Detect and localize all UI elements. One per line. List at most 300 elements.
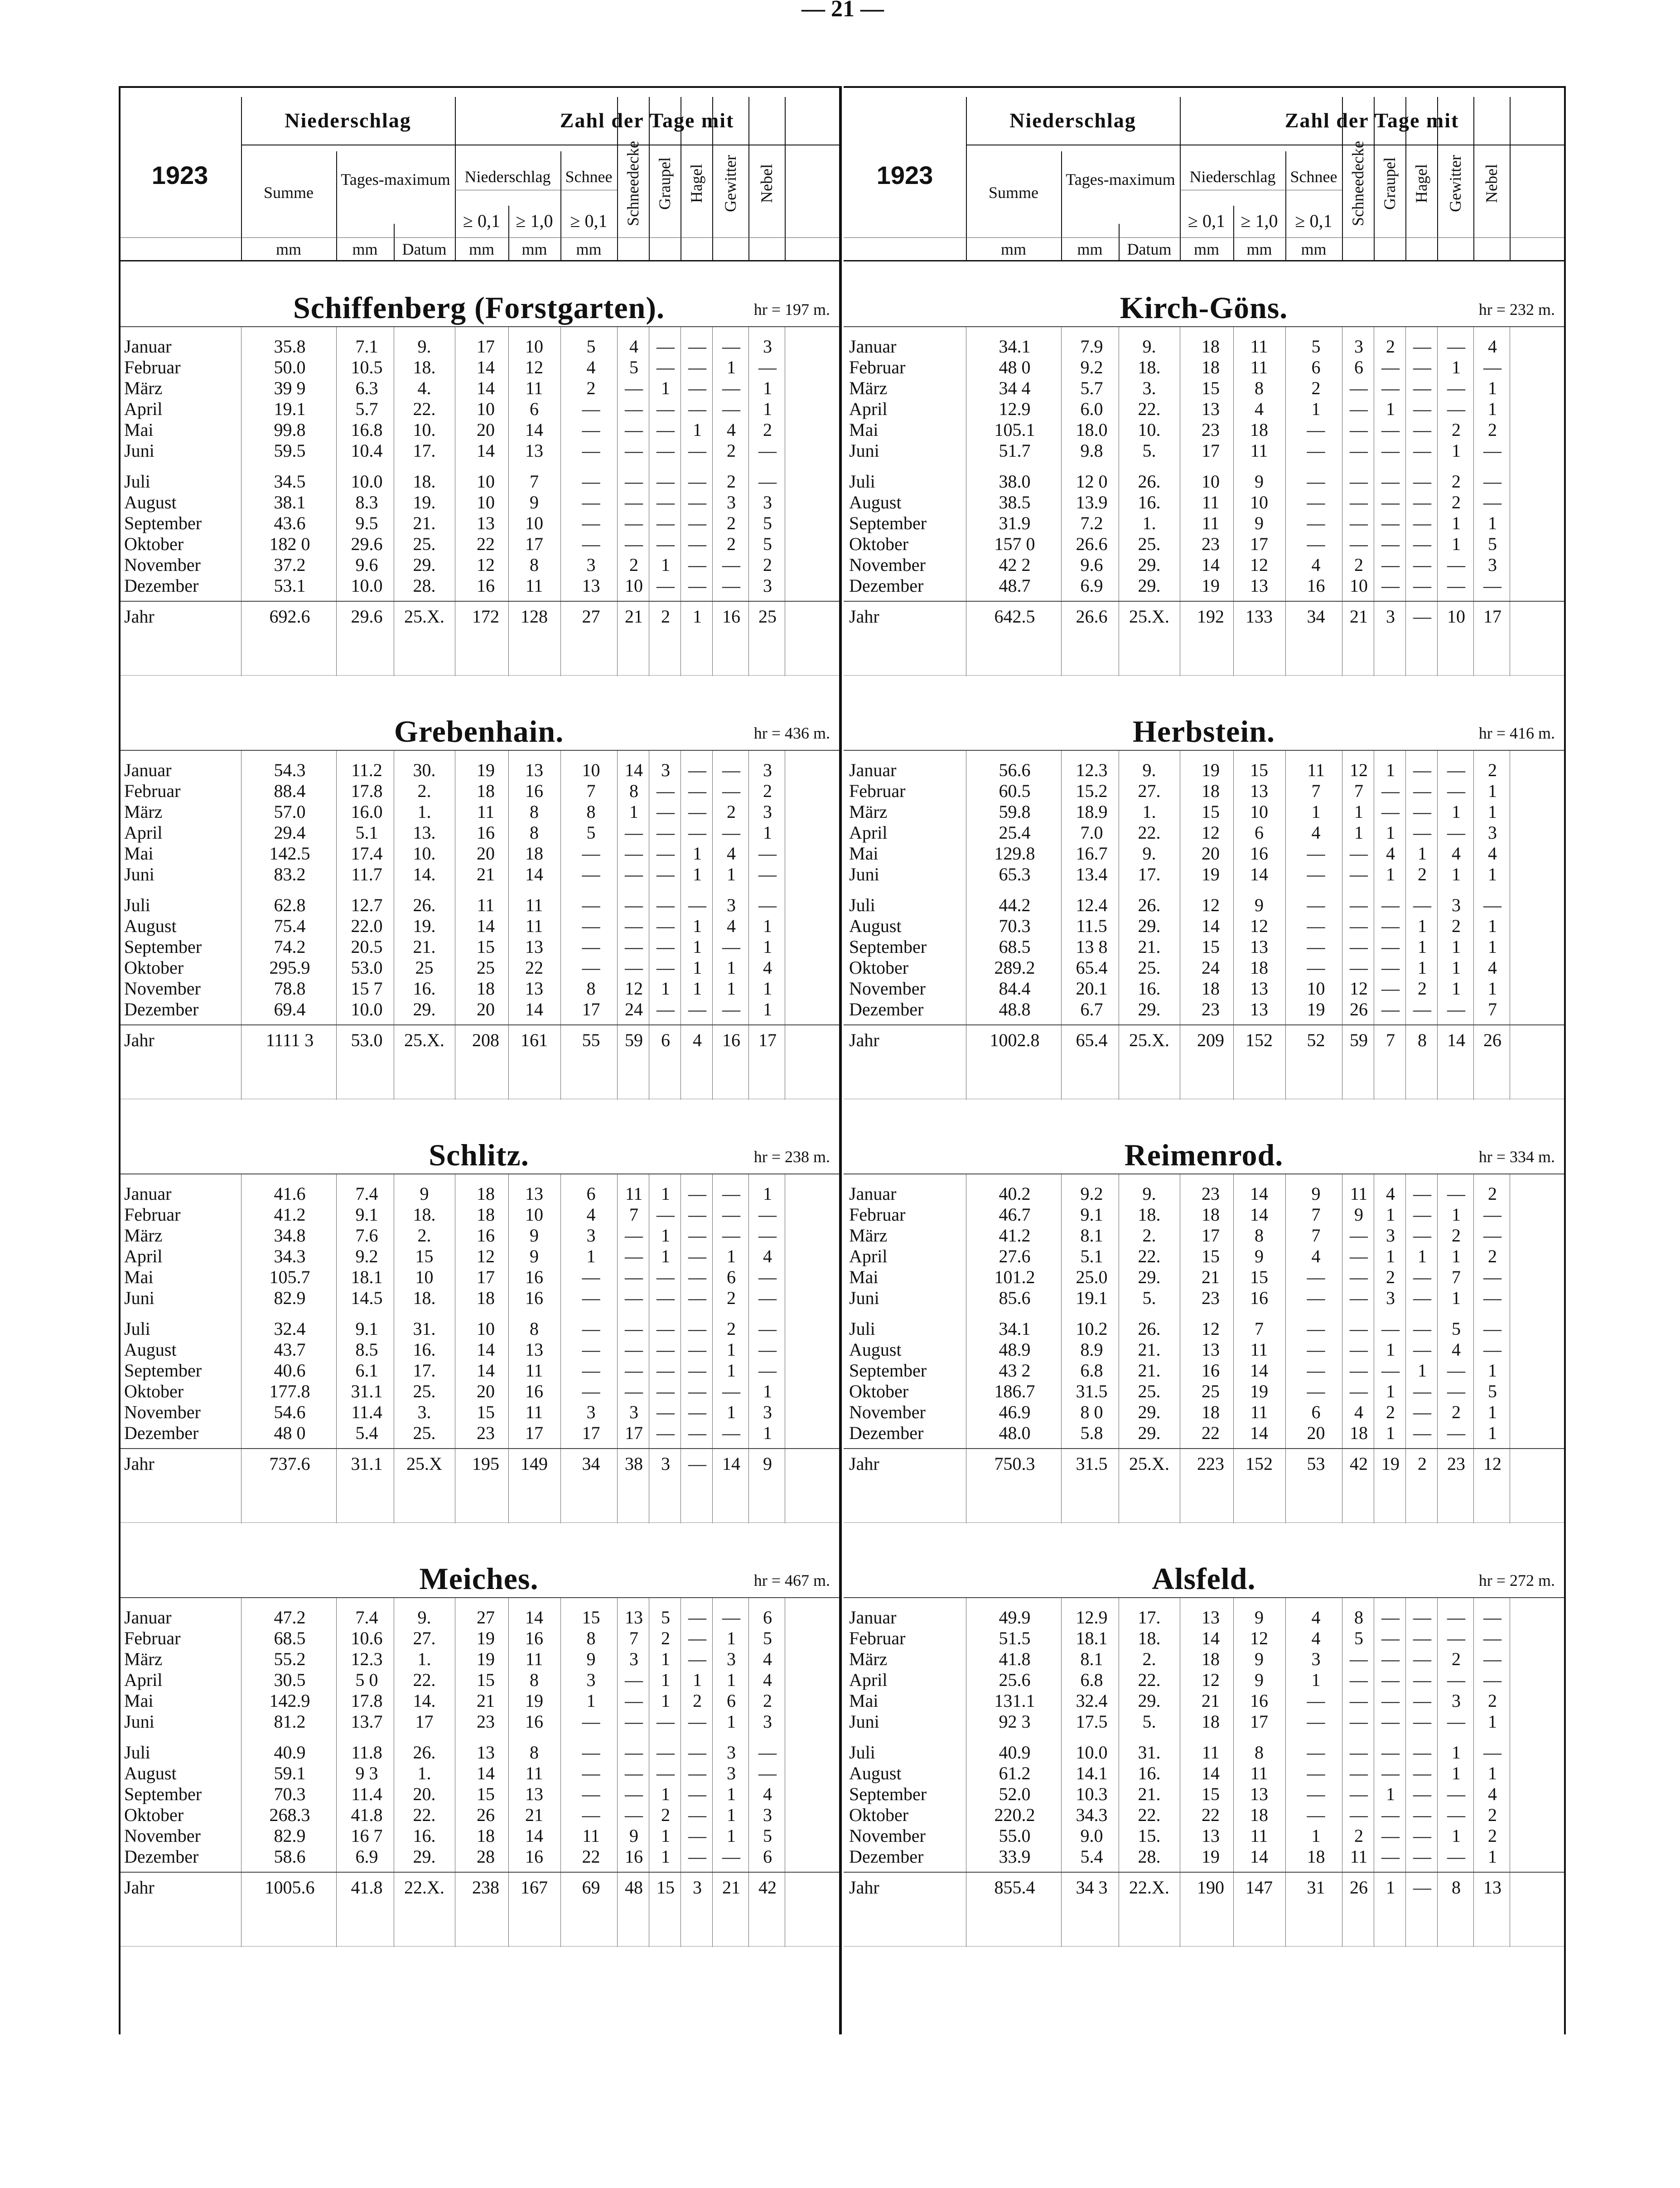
table-cell: 11 — [1250, 1402, 1268, 1422]
month-label: Juli — [849, 895, 875, 915]
table-cell: 13 — [1202, 399, 1220, 419]
table-cell: 142.9 — [269, 1691, 310, 1711]
month-label: Januar — [849, 336, 897, 357]
station-altitude: hr = 416 m. — [1478, 724, 1555, 742]
station-name: Schiffenberg (Forstgarten). — [293, 290, 665, 325]
table-cell: 48 0 — [274, 1423, 306, 1443]
table-cell: 13 — [1202, 1826, 1220, 1846]
table-cell: — — [722, 1381, 740, 1401]
table-cell: 14 — [525, 1607, 543, 1628]
table-cell: 2 — [1452, 1402, 1461, 1422]
table-cell: 83.2 — [274, 864, 306, 884]
table-cell: 209 — [1197, 1030, 1224, 1050]
table-cell: — — [1307, 1381, 1325, 1401]
table-cell: 18 — [477, 978, 495, 999]
month-label: April — [849, 822, 888, 843]
table-cell: 5 — [586, 336, 596, 357]
table-cell: 25. — [413, 1381, 436, 1401]
table-cell: 26 — [1350, 1877, 1368, 1898]
table-cell: 16.0 — [351, 802, 383, 822]
table-cell: 1 — [763, 1183, 772, 1204]
table-cell: 1 — [1452, 1246, 1461, 1266]
table-cell: 9.0 — [1080, 1826, 1103, 1846]
table-cell: 29. — [1138, 575, 1161, 596]
table-cell: 17 — [415, 1711, 434, 1732]
table-cell: 3 — [1452, 895, 1461, 915]
table-cell: — — [1413, 1805, 1431, 1825]
station-bottom-rule — [119, 675, 839, 676]
table-cell: — — [1307, 1319, 1325, 1339]
table-cell: 1 — [586, 1691, 596, 1711]
month-label: Dezember — [124, 999, 199, 1019]
table-cell: — — [1350, 1267, 1368, 1287]
table-cell: 13 — [525, 1183, 543, 1204]
table-cell: — — [657, 999, 675, 1019]
table-cell: 19 — [525, 1691, 543, 1711]
table-cell: 1 — [1311, 1826, 1321, 1846]
table-cell: 2 — [1452, 420, 1461, 440]
table-cell: — — [758, 440, 777, 461]
table-cell: 14 — [1202, 555, 1220, 575]
table-cell: 4 — [763, 1670, 772, 1690]
table-cell: 17 — [1202, 440, 1220, 461]
table-cell: — — [1381, 378, 1400, 398]
table-cell: 5 — [763, 1826, 772, 1846]
table-cell: 1 — [693, 1670, 702, 1690]
table-cell: 14 — [477, 440, 495, 461]
table-cell: 10 — [1202, 471, 1220, 492]
table-cell: 9 — [1255, 1607, 1264, 1628]
table-cell: 55 — [582, 1030, 600, 1050]
table-row — [119, 895, 839, 916]
table-cell: 53 — [1307, 1454, 1325, 1474]
table-row — [844, 1826, 1564, 1846]
table-row — [119, 1402, 839, 1423]
table-cell: 1 — [1386, 1204, 1395, 1225]
table-cell: 58.6 — [274, 1846, 306, 1867]
table-cell: 59.1 — [274, 1763, 306, 1783]
month-label: Juni — [849, 440, 879, 461]
month-label: Januar — [124, 336, 172, 357]
table-row — [844, 1402, 1564, 1423]
table-cell: 13 — [525, 760, 543, 780]
table-cell: 1 — [586, 1246, 596, 1266]
table-row — [119, 492, 839, 513]
table-cell: — — [722, 575, 740, 596]
table-cell: 21 — [477, 864, 495, 884]
table-cell: — — [1483, 1670, 1501, 1690]
table-cell: 10. — [1138, 420, 1161, 440]
table-cell: — — [1350, 937, 1368, 957]
table-cell: 2 — [1354, 555, 1363, 575]
table-cell: 10 — [477, 399, 495, 419]
table-cell: 5 — [763, 534, 772, 554]
table-cell: 1 — [1311, 802, 1321, 822]
header-tagesmaximum: Tages-maximum — [341, 170, 450, 188]
header-schneedecke: Schneedecke — [1349, 141, 1367, 226]
table-cell: 4 — [1354, 1402, 1363, 1422]
table-cell: 5.4 — [355, 1423, 378, 1443]
table-cell: 10 — [1307, 978, 1325, 999]
table-cell: 22. — [1138, 1805, 1161, 1825]
table-cell: 11 — [1202, 513, 1220, 533]
month-label: Oktober — [849, 1381, 909, 1401]
table-cell: 6.3 — [355, 378, 378, 398]
table-cell: — — [657, 916, 675, 936]
table-cell: 16.7 — [1076, 843, 1108, 864]
table-row — [844, 1670, 1564, 1691]
table-cell: 3 — [586, 1225, 596, 1246]
table-cell: 172 — [472, 606, 499, 627]
table-cell: 223 — [1197, 1454, 1224, 1474]
table-cell: — — [1483, 492, 1501, 512]
table-cell: — — [1381, 440, 1400, 461]
table-cell: 11.4 — [351, 1784, 382, 1804]
table-cell: 4 — [763, 1246, 772, 1266]
table-cell: 11 — [1250, 1339, 1268, 1360]
month-label: November — [124, 1402, 201, 1422]
table-cell: — — [1307, 843, 1325, 864]
table-cell: 92 3 — [999, 1711, 1031, 1732]
table-cell: 20.1 — [1076, 978, 1108, 999]
table-cell: 59 — [625, 1030, 643, 1050]
table-cell: — — [688, 1454, 706, 1474]
table-cell: 3 — [1452, 1691, 1461, 1711]
year-separator — [119, 601, 839, 602]
table-cell: 3 — [1386, 1288, 1395, 1308]
station-altitude: hr = 238 m. — [753, 1148, 830, 1166]
table-cell: 13. — [413, 822, 436, 843]
table-cell: 19.1 — [1076, 1288, 1108, 1308]
table-cell: — — [1483, 357, 1501, 377]
month-label: August — [849, 916, 902, 936]
table-cell: 5.7 — [1080, 378, 1103, 398]
table-cell: 14 — [525, 1826, 543, 1846]
table-cell: — — [582, 1267, 600, 1287]
table-cell: 7 — [1311, 1225, 1321, 1246]
table-cell: 16 — [525, 1711, 543, 1732]
table-cell: — — [657, 1267, 675, 1287]
table-cell: — — [657, 1742, 675, 1763]
table-cell: — — [625, 1339, 643, 1360]
table-cell: 1 — [1418, 1246, 1427, 1266]
table-cell: — — [657, 1423, 675, 1443]
month-label: Oktober — [124, 1381, 184, 1401]
table-cell: 17 — [625, 1423, 643, 1443]
month-label: Juni — [849, 1288, 879, 1308]
table-cell: 1 — [1418, 843, 1427, 864]
table-cell: — — [722, 1225, 740, 1246]
month-label: Januar — [124, 760, 172, 780]
table-cell: — — [1413, 420, 1431, 440]
month-label: April — [849, 1670, 888, 1690]
table-cell: — — [1413, 1607, 1431, 1628]
table-cell: 15 — [477, 1670, 495, 1690]
table-cell: 54.3 — [274, 760, 306, 780]
table-cell: 18. — [1138, 1628, 1161, 1648]
table-cell: 8 — [1452, 1877, 1461, 1898]
header-ge01: ≥ 0,1 — [1188, 211, 1225, 231]
table-cell: 22. — [413, 399, 436, 419]
table-cell: 1 — [661, 1826, 670, 1846]
month-label: Juni — [849, 1711, 879, 1732]
table-cell: 11 — [525, 1402, 543, 1422]
table-cell: 15 — [1250, 1267, 1268, 1287]
table-cell: 16. — [1138, 492, 1161, 512]
table-cell: — — [688, 357, 706, 377]
table-cell: 9 — [586, 1649, 596, 1669]
month-label: Mai — [849, 843, 879, 864]
table-row — [119, 957, 839, 978]
table-cell: — — [1350, 534, 1368, 554]
table-row — [844, 978, 1564, 999]
table-cell: — — [1483, 1204, 1501, 1225]
table-cell: — — [1413, 822, 1431, 843]
table-cell: 6 — [763, 1846, 772, 1867]
table-cell: 1 — [1418, 957, 1427, 978]
table-cell: 28 — [477, 1846, 495, 1867]
table-cell: 10 — [477, 1319, 495, 1339]
table-cell: 1 — [763, 916, 772, 936]
month-label: Februar — [849, 1628, 906, 1648]
table-cell: 9 — [763, 1454, 772, 1474]
table-cell: 9.8 — [1080, 440, 1103, 461]
table-cell: 1 — [727, 1805, 736, 1825]
table-cell: 17 — [1483, 606, 1501, 627]
table-row — [119, 1877, 839, 1898]
table-cell: 16 7 — [351, 1826, 383, 1846]
table-cell: 5 — [1311, 336, 1321, 357]
month-label: Dezember — [124, 1846, 199, 1867]
year-separator — [844, 1872, 1564, 1873]
table-cell: 25. — [1138, 534, 1161, 554]
month-label: März — [849, 1649, 888, 1669]
table-cell: — — [1413, 781, 1431, 801]
table-cell: 128 — [521, 606, 548, 627]
table-cell: 13 — [525, 937, 543, 957]
table-cell: — — [1381, 978, 1400, 999]
table-cell: — — [625, 1288, 643, 1308]
table-cell: 25. — [1138, 1381, 1161, 1401]
table-cell: 20 — [477, 1381, 495, 1401]
table-cell: 1. — [1142, 802, 1156, 822]
table-cell: — — [1350, 1691, 1368, 1711]
table-row — [844, 555, 1564, 575]
table-cell: 1 — [727, 1670, 736, 1690]
month-label: Oktober — [124, 534, 184, 554]
table-cell: 13 — [1483, 1877, 1501, 1898]
table-cell: 4 — [1452, 843, 1461, 864]
table-cell: 1 — [1452, 1288, 1461, 1308]
table-cell: — — [1447, 336, 1465, 357]
table-cell: 10 — [415, 1267, 434, 1287]
month-label: April — [849, 399, 888, 419]
table-cell: — — [1413, 1402, 1431, 1422]
table-cell: — — [1447, 999, 1465, 1019]
table-cell: 6.8 — [1080, 1670, 1103, 1690]
table-cell: 14 — [477, 1360, 495, 1381]
table-row — [119, 399, 839, 420]
table-cell: — — [1413, 1267, 1431, 1287]
table-cell: 105.7 — [269, 1267, 310, 1287]
table-cell: 268.3 — [269, 1805, 310, 1825]
table-cell: 11 — [525, 378, 543, 398]
table-cell: 157 0 — [994, 534, 1035, 554]
table-cell: 1 — [661, 978, 670, 999]
table-cell: 74.2 — [274, 937, 306, 957]
table-cell: 12 — [1483, 1454, 1501, 1474]
table-cell: 16 — [625, 1846, 643, 1867]
table-cell: 9. — [1142, 843, 1156, 864]
table-cell: 15 — [477, 1402, 495, 1422]
table-cell: — — [688, 1402, 706, 1422]
table-cell: 8 — [586, 802, 596, 822]
table-row — [844, 1763, 1564, 1784]
table-cell: 52.0 — [999, 1784, 1031, 1804]
table-cell: — — [1413, 1628, 1431, 1648]
table-row — [844, 399, 1564, 420]
table-cell: — — [1307, 1742, 1325, 1763]
table-cell: 10.2 — [1076, 1319, 1108, 1339]
table-cell: 11.4 — [351, 1402, 382, 1422]
table-cell: — — [688, 999, 706, 1019]
table-cell: 11 — [477, 802, 495, 822]
table-cell: — — [1307, 1784, 1325, 1804]
table-cell: — — [688, 1649, 706, 1669]
table-cell: — — [1381, 1805, 1400, 1825]
table-cell: — — [1483, 1225, 1501, 1246]
table-cell: 182 0 — [269, 534, 310, 554]
table-cell: 14 — [1250, 1183, 1268, 1204]
table-cell: 11 — [1250, 1826, 1268, 1846]
table-cell: 85.6 — [999, 1288, 1031, 1308]
header-gewitter: Gewitter — [1446, 155, 1464, 212]
table-cell: 8.9 — [1080, 1339, 1103, 1360]
table-cell: — — [625, 843, 643, 864]
table-cell: 2 — [1418, 978, 1427, 999]
table-cell: 12 — [1202, 1670, 1220, 1690]
table-row — [844, 513, 1564, 534]
month-label: November — [849, 978, 926, 999]
month-label: Oktober — [849, 957, 909, 978]
year-separator — [844, 601, 1564, 602]
month-label: Dezember — [849, 1423, 924, 1443]
table-cell: 7 — [1311, 781, 1321, 801]
table-cell: 13 — [1202, 1339, 1220, 1360]
table-cell: — — [1350, 1670, 1368, 1690]
month-label: September — [124, 1360, 202, 1381]
table-row — [119, 1763, 839, 1784]
month-label: Juli — [124, 895, 150, 915]
table-cell: 20.5 — [351, 937, 383, 957]
station-table — [119, 1174, 839, 1523]
table-cell: 13 8 — [1076, 937, 1108, 957]
month-label: Dezember — [849, 575, 924, 596]
station-altitude: hr = 232 m. — [1478, 300, 1555, 319]
table-cell: 2 — [1488, 760, 1497, 780]
table-cell: 1 — [661, 1246, 670, 1266]
table-cell: — — [688, 1319, 706, 1339]
table-cell: — — [722, 781, 740, 801]
table-cell: 1 — [1386, 1381, 1395, 1401]
year-separator — [119, 1448, 839, 1449]
table-cell: 18 — [1250, 957, 1268, 978]
table-cell: 25.X. — [1129, 1454, 1169, 1474]
table-cell: 1 — [1418, 937, 1427, 957]
header-unit-mm: mm — [576, 240, 602, 258]
table-cell: 1 — [661, 378, 670, 398]
table-cell: 24 — [625, 999, 643, 1019]
month-label: Februar — [849, 1204, 906, 1225]
table-cell: — — [1350, 440, 1368, 461]
table-cell: 13 — [1250, 999, 1268, 1019]
table-cell: 8 — [1255, 378, 1264, 398]
table-cell: 2 — [1418, 864, 1427, 884]
table-cell: — — [1413, 1784, 1431, 1804]
table-cell: — — [1381, 1763, 1400, 1783]
table-cell: 238 — [472, 1877, 499, 1898]
table-cell: — — [1483, 1267, 1501, 1287]
table-cell: 13 — [525, 440, 543, 461]
table-cell: 13.7 — [351, 1711, 383, 1732]
table-cell: — — [1350, 1246, 1368, 1266]
table-cell: — — [1381, 1742, 1400, 1763]
table-cell: — — [1350, 471, 1368, 492]
table-cell: 1 — [1354, 822, 1363, 843]
table-row — [844, 534, 1564, 555]
table-cell: 15 7 — [351, 978, 383, 999]
table-cell: 1 — [1488, 1711, 1497, 1732]
table-cell: 16 — [1250, 1288, 1268, 1308]
table-cell: 3. — [1142, 378, 1156, 398]
table-cell: — — [582, 420, 600, 440]
table-cell: 5.7 — [355, 399, 378, 419]
table-cell: 1 — [1452, 1826, 1461, 1846]
table-cell: 11 — [525, 895, 543, 915]
table-cell: — — [1413, 378, 1431, 398]
table-cell: — — [582, 1319, 600, 1339]
month-label: Jahr — [124, 606, 154, 627]
table-cell: 9.6 — [1080, 555, 1103, 575]
table-cell: 18 — [1202, 336, 1220, 357]
table-cell: — — [722, 378, 740, 398]
table-cell: — — [758, 357, 777, 377]
table-cell: 2 — [1488, 1691, 1497, 1711]
table-cell: 1 — [1488, 937, 1497, 957]
table-cell: 61.2 — [999, 1763, 1031, 1783]
table-cell: 10.0 — [1076, 1742, 1108, 1763]
table-cell: 1 — [727, 1246, 736, 1266]
table-cell: — — [1483, 1742, 1501, 1763]
header-summe: Summe — [263, 184, 314, 202]
header-unit-mm: mm — [1246, 240, 1272, 258]
header-unit-mm: mm — [1000, 240, 1026, 258]
table-cell: — — [657, 1319, 675, 1339]
table-cell: 10.0 — [351, 471, 383, 492]
header-rule — [844, 237, 1564, 238]
table-cell: 295.9 — [269, 957, 310, 978]
header-niederschlag-sub: Niederschlag — [1189, 168, 1276, 186]
table-cell: 7.2 — [1080, 513, 1103, 533]
table-cell: 2. — [417, 1225, 431, 1246]
table-cell: 2. — [1142, 1649, 1156, 1669]
table-cell: 18 — [1202, 357, 1220, 377]
table-cell: — — [1350, 513, 1368, 533]
table-cell: 6.7 — [1080, 999, 1103, 1019]
table-cell: — — [688, 555, 706, 575]
right-column — [844, 86, 1564, 2034]
table-cell: 1 — [727, 1339, 736, 1360]
